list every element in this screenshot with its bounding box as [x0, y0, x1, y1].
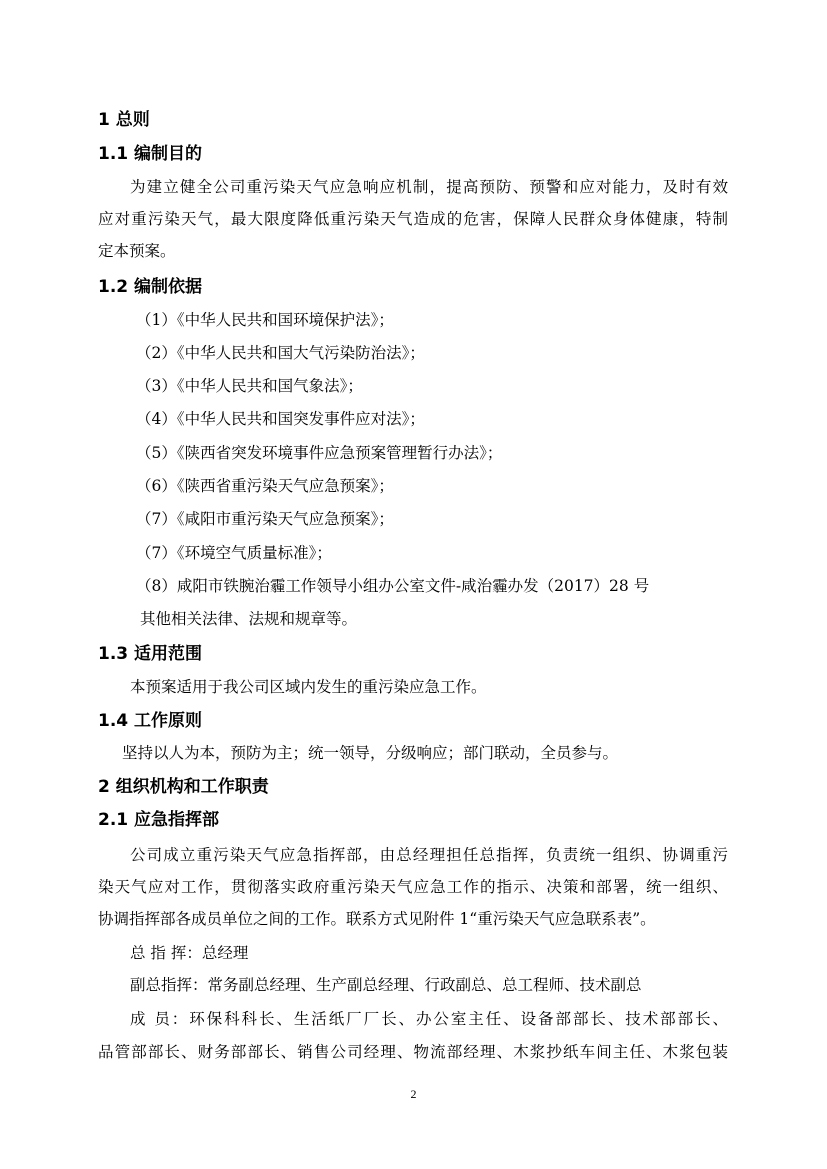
role-deputy: 副总指挥：常务副总经理、生产副总经理、行政副总、总工程师、技术副总: [130, 976, 642, 994]
section-1-3-heading: 1.3 适用范围: [98, 644, 203, 664]
section-2-1-heading: 2.1 应急指挥部: [98, 810, 220, 830]
list-item: （2）《中华人民共和国大气污染防治法》；: [136, 344, 425, 362]
role-members-continued: 品管部部长、财务部部长、销售公司经理、物流部经理、木浆抄纸车间主任、木浆包装: [98, 1043, 728, 1061]
paragraph-line: 应对重污染天气，最大限度降低重污染天气造成的危害，保障人民群众身体健康，特制: [98, 210, 728, 228]
list-item: （6）《陕西省重污染天气应急预案》；: [136, 477, 394, 495]
section-1-heading: 1 总则: [98, 110, 150, 130]
role-commander: 总 指 挥：总经理: [130, 944, 249, 962]
list-item: （7）《环境空气质量标准》；: [136, 544, 332, 562]
role-members: 成 员：环保科科长、生活纸厂厂长、办公室主任、设备部部长、技术部部长、: [130, 1010, 728, 1028]
list-item: （5）《陕西省突发环境事件应急预案管理暂行办法》；: [136, 444, 503, 462]
paragraph-line: 坚持以人为本，预防为主；统一领导，分级响应；部门联动，全员参与。: [122, 744, 619, 762]
page-number: 2: [410, 1087, 417, 1101]
list-item: （7）《咸阳市重污染天气应急预案》；: [136, 510, 394, 528]
paragraph-line: 公司成立重污染天气应急指挥部，由总经理担任总指挥，负责统一组织、协调重污: [130, 846, 728, 864]
section-1-1-heading: 1.1 编制目的: [98, 144, 203, 164]
section-1-2-heading: 1.2 编制依据: [98, 277, 203, 297]
list-item: 其他相关法律、法规和规章等。: [140, 610, 358, 628]
paragraph-line: 本预案适用于我公司区域内发生的重污染应急工作。: [130, 678, 487, 696]
list-item: （8）咸阳市铁腕治霾工作领导小组办公室文件-咸治霾办发（2017）28 号: [136, 577, 650, 595]
list-item: （4）《中华人民共和国突发事件应对法》；: [136, 410, 425, 428]
paragraph-line: 定本预案。: [98, 242, 176, 260]
paragraph-line: 为建立健全公司重污染天气应急响应机制，提高预防、预警和应对能力，及时有效: [130, 178, 728, 196]
list-item: （3）《中华人民共和国气象法》；: [136, 377, 363, 395]
paragraph-line: 协调指挥部各成员单位之间的工作。联系方式见附件 1“重污染天气应急联系表”。: [98, 910, 656, 928]
section-1-4-heading: 1.4 工作原则: [98, 711, 203, 731]
section-2-heading: 2 组织机构和工作职责: [98, 777, 269, 797]
list-item: （1）《中华人民共和国环境保护法》；: [136, 311, 394, 329]
paragraph-line: 染天气应对工作，贯彻落实政府重污染天气应急工作的指示、决策和部署，统一组织、: [98, 878, 728, 896]
